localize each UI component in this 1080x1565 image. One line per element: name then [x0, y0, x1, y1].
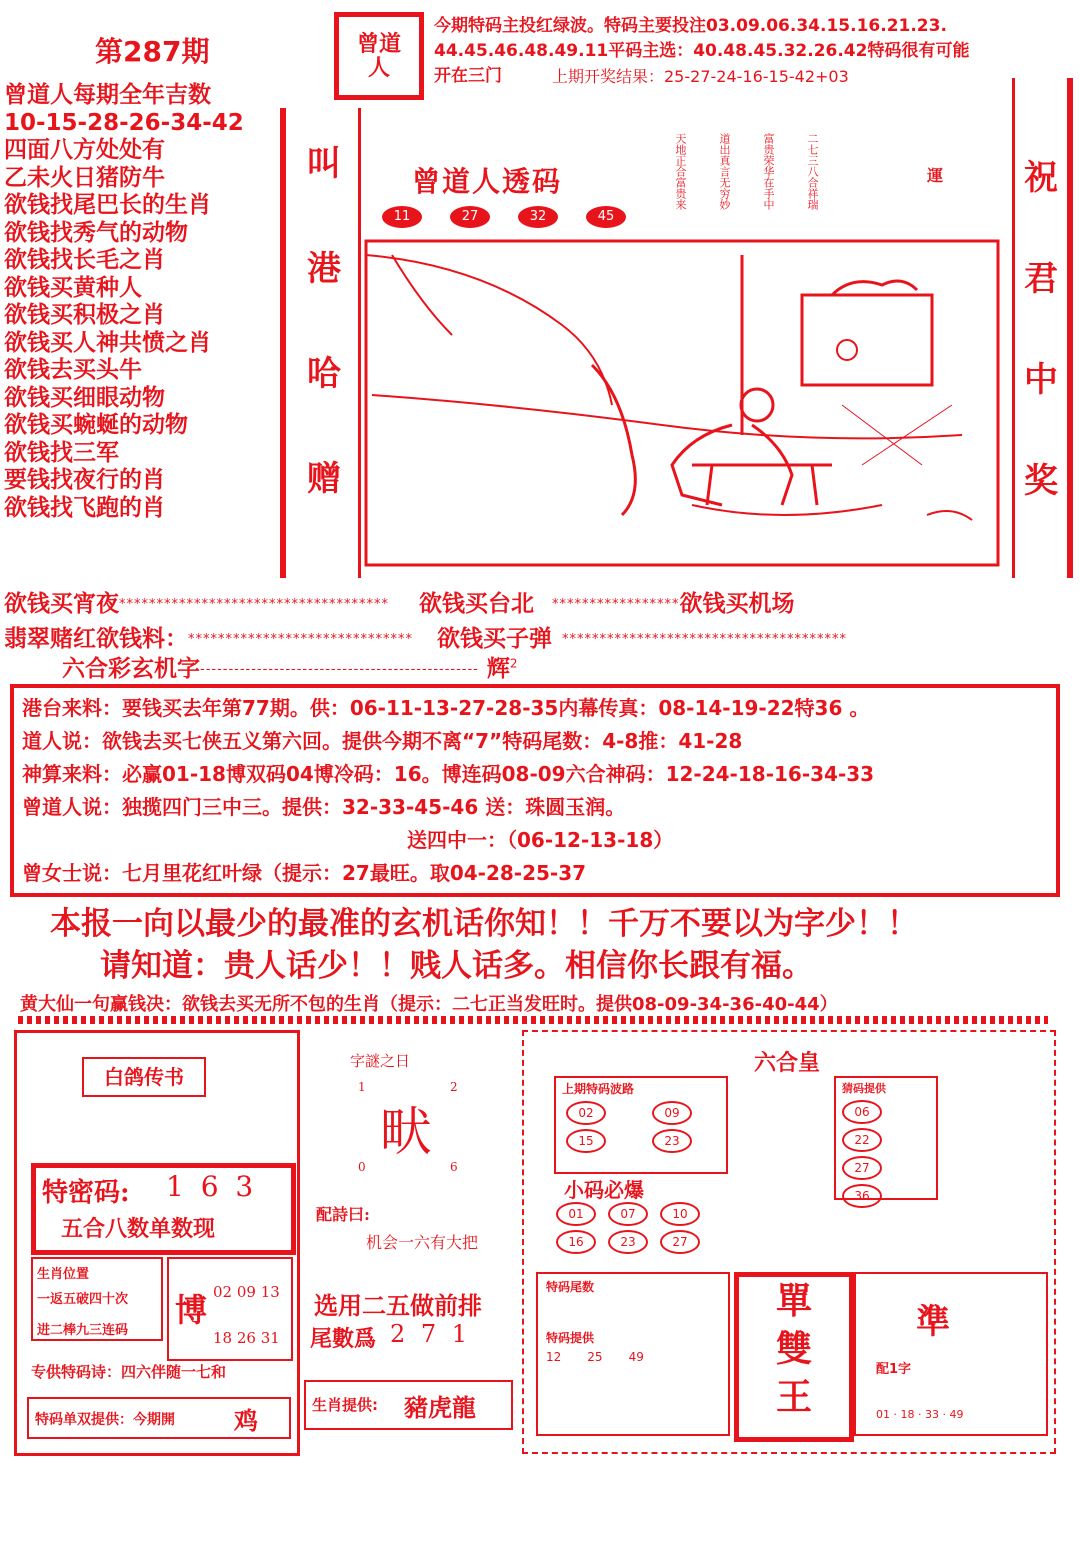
left-riddle: 欲钱买黄种人	[4, 274, 142, 301]
left-riddle: 欲钱买细眼动物	[4, 384, 165, 411]
info-lines	[14, 688, 1056, 894]
left-riddle: 欲钱买积极之肖	[4, 302, 165, 328]
number-ball: 27	[450, 206, 490, 228]
left-riddle: 欲钱找尾巴长的生肖	[4, 192, 211, 218]
poem-line: 二七三八合祥瑞	[806, 133, 819, 210]
banner-char: 君	[1024, 259, 1058, 299]
bottom-right-panel	[522, 1030, 1056, 1454]
riddle-text: 欲钱买宵夜	[4, 591, 119, 617]
single-double-label: 特码单双提供：今期開	[35, 1412, 175, 1428]
info-box	[10, 684, 1060, 897]
mid-num: 49	[628, 1350, 644, 1364]
number-ring: 23	[608, 1230, 648, 1254]
poem-line: 道出真言无穷妙	[718, 133, 731, 210]
single-double-king-box	[734, 1272, 854, 1442]
divider	[18, 1016, 1048, 1024]
mid-label: 特码提供	[546, 1331, 595, 1345]
riddle-sup: 2	[509, 656, 518, 671]
number-ball: 45	[586, 206, 626, 228]
info-line: 道人说：欲钱去买七侠五义第六回。提供今期不离“7”特码尾数：4-8推：41-28	[22, 729, 743, 753]
banner-char: 叫	[307, 144, 341, 184]
banner-char: 哈	[307, 354, 341, 394]
zodiac-value: 豬虎龍	[404, 1393, 476, 1422]
zodiac-supply-box	[304, 1380, 513, 1430]
mid-num: 12	[546, 1350, 562, 1364]
char-riddle-title: 字謎之日	[350, 1052, 411, 1070]
left-riddle: 欲钱去买头牛	[4, 357, 142, 383]
zodiac-label: 生肖提供:	[312, 1396, 378, 1414]
number-ring: 36	[842, 1184, 882, 1208]
special-tail: 特码尾数	[546, 1280, 595, 1294]
sx-title: 生肖位置	[37, 1267, 90, 1282]
left-riddle: 曾道人每期全年吉数	[4, 82, 211, 108]
single-double-box	[27, 1397, 291, 1439]
accurate-box	[854, 1272, 1048, 1436]
corner-num: 0	[358, 1160, 366, 1174]
select-line: 选用二五做前排	[314, 1291, 482, 1320]
bottom-mid-panel	[300, 1040, 515, 1440]
riddle-text: 欲钱买机场	[679, 591, 795, 617]
riddle-line-2: 翡翠赌红欲钱料：****************************** 欲钱买子弹 **************************************	[4, 626, 848, 652]
riddle-text: 欲钱买台北	[419, 591, 535, 617]
left-riddle: 欲钱买人神共愤之肖	[4, 329, 211, 356]
riddle-line-1: 欲钱买宵夜************************************ 欲钱买台北 *****************欲钱买机场	[4, 591, 795, 617]
right-vertical-banner	[1012, 78, 1073, 578]
left-vertical-banner	[280, 108, 361, 578]
banner-char: 祝	[1024, 158, 1058, 198]
riddle-text: 翡翠赌红欲钱料：	[4, 626, 188, 652]
info-send: 送四中一：（06-12-13-18）	[407, 828, 674, 852]
riddle-line-3: 六合彩玄机字------------------------------------------------- 辉$^2$	[62, 656, 518, 682]
number-ring: 15	[566, 1129, 606, 1153]
pigeon-header: 白鸽传书	[82, 1057, 206, 1097]
slogan-2: 请知道：贵人话少！！贱人话多。相信你长跟有福。	[100, 948, 813, 984]
left-riddle: 10-15-28-26-34-42	[4, 109, 244, 136]
special-tail-box	[536, 1272, 730, 1436]
special-supply: 专供特码诗：四六伴随一七和	[31, 1363, 227, 1381]
number-ring: 09	[652, 1101, 692, 1125]
bo-nums: 18 26 31	[213, 1329, 280, 1347]
accurate-char: 準	[916, 1302, 950, 1342]
corner-num: 6	[450, 1160, 458, 1174]
bo-box	[167, 1257, 293, 1361]
left-riddle: 欲钱找长毛之肖	[4, 247, 165, 273]
number-ring: 01	[556, 1202, 596, 1226]
picture-illustration	[362, 105, 1002, 575]
left-riddle: 欲钱找飞跑的肖	[4, 494, 165, 521]
number-ring: 02	[566, 1101, 606, 1125]
special-code-label: 特密码:	[42, 1178, 130, 1208]
left-riddle: 乙未火日猪防牛	[4, 164, 165, 191]
mid-num: 25	[587, 1350, 603, 1364]
special-code-box	[31, 1163, 296, 1255]
guess-box	[834, 1076, 938, 1203]
tail-label: 尾數爲	[310, 1326, 377, 1352]
riddle-text: 六合彩玄机字	[62, 656, 200, 682]
number-ring: 27	[660, 1230, 700, 1254]
last-result: 上期开奖结果：25-27-24-16-15-42+03	[552, 67, 849, 86]
banner-char: 奖	[1024, 461, 1058, 501]
poem-text: 机会一六有大把	[366, 1233, 479, 1252]
sx-line: 一返五破四十次	[37, 1292, 129, 1307]
number-ball: 32	[518, 206, 558, 228]
king-char: 雙	[775, 1328, 812, 1370]
left-riddle: 欲钱找三军	[4, 439, 119, 466]
single-double-value: 鸡	[234, 1406, 258, 1435]
banner-char: 港	[307, 249, 341, 289]
info-line: 港台来料：要钱买去年第77期。供：06-11-13-27-28-35内幕传真：08-14-19-22特36 。	[22, 696, 870, 720]
tail-value: 2 7 1	[390, 1320, 472, 1348]
liuhe-header: 六合皇	[754, 1050, 821, 1076]
poem-line: 富贵荣华在手中	[762, 133, 775, 210]
five-eight: 五合八数单数现	[61, 1216, 216, 1242]
number-ring: 06	[842, 1100, 882, 1124]
king-char: 王	[775, 1376, 812, 1418]
number-ring: 07	[608, 1202, 648, 1226]
number-ring: 16	[556, 1230, 596, 1254]
left-riddle: 欲钱买蜿蜒的动物	[4, 412, 188, 438]
poem-line: 天地正合富贵来	[674, 133, 687, 210]
top-notice-line1: 今期特码主投红绿波。特码主要投注03.09.06.34.15.16.21.23.	[434, 16, 947, 36]
bottom-left-panel	[14, 1030, 300, 1456]
last-label: 上期特码波路	[562, 1082, 635, 1096]
bo-nums: 02 09 13	[213, 1283, 280, 1301]
king-char: 單	[775, 1280, 812, 1322]
number-ring: 22	[842, 1128, 882, 1152]
center-picture	[362, 105, 1002, 575]
zodiac-position-box	[31, 1257, 163, 1341]
info-last: 曾女士说：七月里花红叶绿（提示：27最旺。取04-28-25-37	[22, 861, 587, 885]
last-wave-box	[554, 1076, 728, 1174]
picture-corner-char: 運	[927, 166, 944, 185]
riddle-char: 畎	[380, 1103, 433, 1163]
number-ball: 11	[382, 206, 422, 228]
guess-label: 猜码提供	[842, 1082, 886, 1095]
left-riddle-column	[4, 82, 274, 522]
bo-char: 博	[175, 1291, 208, 1329]
info-line: 神算来料：必赢01-18博双码04博冷码：16。博连码08-09六合神码：12-24-18-16-34-33	[22, 762, 875, 786]
issue-number: 第287期	[95, 35, 210, 68]
sx-line: 进二棒九三连码	[37, 1323, 129, 1338]
left-riddle: 四面八方处处有	[4, 137, 165, 163]
info-line: 曾道人说：独揽四门三中三。提供：32-33-45-46 送：珠圆玉润。	[22, 795, 626, 819]
top-notice	[434, 14, 1074, 89]
top-notice-line2: 44.45.46.48.49.11平码主选：40.48.45.32.26.42特码很有可能	[434, 41, 970, 61]
seal-text: 曾道人	[356, 31, 401, 81]
corner-num: 1	[358, 1080, 366, 1094]
special-code-value: 1 6 3	[166, 1170, 258, 1203]
bottom-nums: 01 · 18 · 33 · 49	[876, 1408, 964, 1421]
huang-line: 黄大仙一句赢钱决：欲钱去买无所不包的生肖（提示：二七正当发旺时。提供08-09-34-36-40-44）	[20, 994, 838, 1015]
number-ring: 23	[652, 1129, 692, 1153]
poem-label: 配詩曰:	[316, 1205, 370, 1224]
left-riddle: 要钱找夜行的肖	[4, 467, 165, 493]
seal-logo	[334, 12, 424, 100]
small-code-label: 小码必爆	[564, 1178, 644, 1202]
corner-num: 2	[450, 1080, 458, 1094]
banner-char: 赠	[307, 459, 341, 499]
picture-title: 曾道人透码	[412, 165, 563, 198]
number-ring: 27	[842, 1156, 882, 1180]
number-ring: 10	[660, 1202, 700, 1226]
slogan-1: 本报一向以最少的最准的玄机话你知！！千万不要以为字少！！	[50, 906, 918, 942]
small-code-nums	[550, 1200, 750, 1256]
banner-char: 中	[1024, 360, 1058, 400]
riddle-text: 辉	[486, 656, 510, 682]
peek-label: 配1字	[876, 1362, 912, 1377]
top-notice-line3: 开在三门	[434, 66, 502, 86]
left-riddle: 欲钱找秀气的动物	[4, 219, 188, 246]
riddle-text: 欲钱买子弹	[437, 626, 553, 652]
